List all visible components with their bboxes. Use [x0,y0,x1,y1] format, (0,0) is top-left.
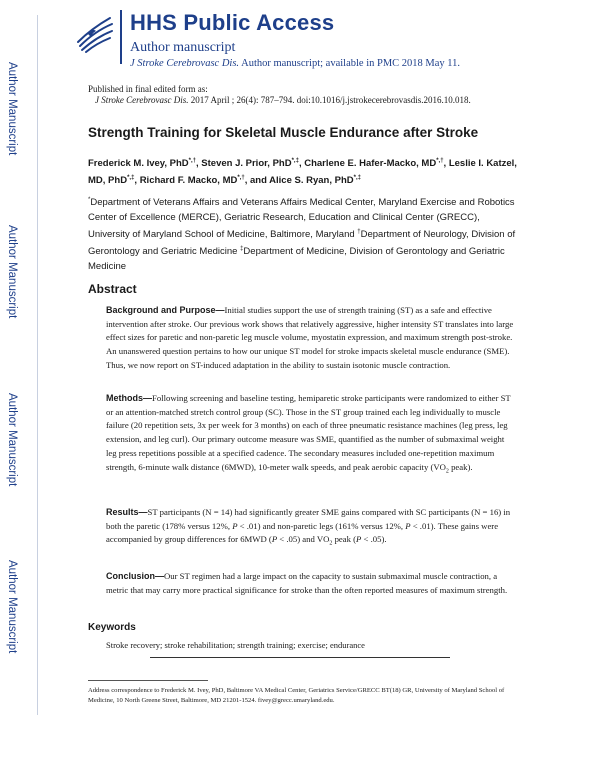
author-separator: , [298,158,305,170]
abstract-results [106,506,516,552]
p-value-symbol: P [232,520,238,531]
keywords-list: Stroke recovery; stroke rehabilitation; strength training; exercise; endurance [106,640,365,650]
author-affiliation-mark: *,† [436,158,444,164]
author-manuscript-label: Author manuscript [130,40,236,55]
section-text: peak). [448,461,473,472]
author-affiliation-mark: *,‡ [291,158,299,164]
author-separator: , [196,158,202,170]
abstract-conclusion [106,570,516,597]
section-label: Results— [106,507,148,517]
section-text: peak ( [332,534,357,545]
side-label-author-manuscript: Author Manuscript [6,560,18,654]
hhs-public-access-title: HHS Public Access [130,10,335,35]
p-value-symbol: P [405,520,411,531]
section-label: Methods— [106,393,152,403]
abstract-heading: Abstract [88,282,137,296]
hhs-eagle-logo-icon [72,12,116,56]
footnote-divider [88,680,208,681]
abstract-methods [106,392,516,479]
affiliation-text: Department of Neurology, Division of Gerontology and Geriatric Medicine [88,229,516,258]
section-text: < .01) and non-paretic legs (161% versus 12%, [237,520,406,531]
affiliation-mark: † [357,229,361,236]
section-text: Initial studies support the use of strength training (ST) as a safe and effective intervention after stroke. Our previous work shows that relatively aggressive, higher intensity ST translates into large effect sizes for paretic and non-paretic leg muscle volume, myostatin expression, and maximum strength post-stroke. An unanswered question pertains to how our unique ST model for stroke impacts skeletal muscle endurance (SME). Thus, we now report on ST-induced adaptation in the ability to sustain isotonic muscle contraction. [106,305,514,370]
author-name: Leslie I. Katzel, MD, PhD [88,158,517,187]
section-text: Following screening and baseline testing, hemiparetic stroke participants were randomized to either ST or an attention-matched stretch control group (SC). Those in the ST group trained each leg individually to muscle failure (20 repetition sets, 3x per week for 3 months) on each of three pneumatic resistance machines (leg press, leg extension, and leg curl). Our primary outcome measure was SME, quantified as the number of submaximal weight leg press repetitions possible at a specified cadence. The secondary measures included one-repetition maximum strength, 6-minute walk distance (6MWD), 10-meter walk speeds, and peak aerobic capacity (VO [106,393,511,472]
author-name: Frederick M. Ivey, PhD [88,158,189,170]
author-affiliation-mark: *,† [188,158,197,164]
keywords-divider [150,657,450,658]
author-name: Charlene E. Hafer-Macko, MD [304,158,437,170]
abstract-background [106,304,516,373]
header-journal: J Stroke Cerebrovasc Dis. [130,58,240,69]
header-availability: Author manuscript; available in PMC 2018 May 11. [241,58,461,69]
affiliation-text: Department of Medicine, Division of Gerontology and Geriatric Medicine [88,246,505,273]
author-separator: , [443,158,449,170]
section-label: Conclusion— [106,571,164,581]
author-affiliation-mark: *,‡ [127,175,135,182]
side-label-author-manuscript: Author Manuscript [6,393,18,487]
subscript: 2 [445,468,449,475]
section-text: Our ST regimen had a large impact on the capacity to sustain submaximal muscle contraction, a metric that may carry more practical significance for stroke than the often reported measures of maximum strength. [106,571,508,595]
author-name: Richard F. Macko, MD [139,175,238,187]
author-affiliation-mark: *,† [237,175,245,182]
affiliation-mark: ‡ [240,246,244,253]
side-divider [37,15,38,715]
author-list [88,154,518,188]
author-separator: , and [244,175,270,187]
p-value-symbol: P [271,534,278,545]
journal-name: J Stroke Cerebrovasc Dis. [95,95,189,105]
affiliation-block [88,193,518,274]
paper-title: Strength Training for Skeletal Muscle Endurance after Stroke [88,125,479,140]
keywords-heading: Keywords [88,622,136,633]
affiliation-text: Department of Veterans Affairs and Veterans Affairs Medical Center, Maryland Exercise and Robotics Center of Excellence (MERCE), Geriatric Research, Education and Clinical Center (GRECC), University of Maryland School of Medicine, Baltimore, Maryland [88,197,515,241]
section-label: Background and Purpose— [106,305,225,315]
section-text: < .01). These gains were accompanied by group differences for 6MWD ( [106,520,499,545]
side-label-author-manuscript: Author Manuscript [6,225,18,319]
header-citation [130,58,460,69]
author-separator: , [134,175,140,187]
published-label: Published in final edited form as: [88,84,208,94]
author-affiliation-mark: *,‡ [353,175,361,182]
author-name: Steven J. Prior, PhD [201,158,292,170]
affiliation-mark: * [88,197,91,203]
side-label-author-manuscript: Author Manuscript [6,62,18,156]
subscript: 2 [329,541,333,548]
correspondence-footnote: Address correspondence to Frederick M. Ivey, PhD, Baltimore VA Medical Center, Geriatrics Service/GRECC BT(18) GR, University of Maryland School of Medicine, 10 North Greene Street, Baltimore, MD 21201-1524. fivey@grecc.umaryland.edu. [88,687,505,704]
hhs-header [0,0,600,80]
journal-reference [95,95,471,105]
section-text: < .05) and VO [277,534,330,545]
author-name: Alice S. Ryan, PhD [269,175,354,187]
header-divider [120,10,122,64]
section-text: ST participants (N = 14) had significantly greater SME gains compared with SC participants (N = 16) in both the paretic (178% versus 12%, [106,507,511,531]
journal-details: 2017 April ; 26(4): 787–794. doi:10.1016/j.jstrokecerebrovasdis.2016.10.018. [190,95,471,105]
p-value-symbol: P [356,534,362,545]
section-text: < .05). [361,534,387,545]
